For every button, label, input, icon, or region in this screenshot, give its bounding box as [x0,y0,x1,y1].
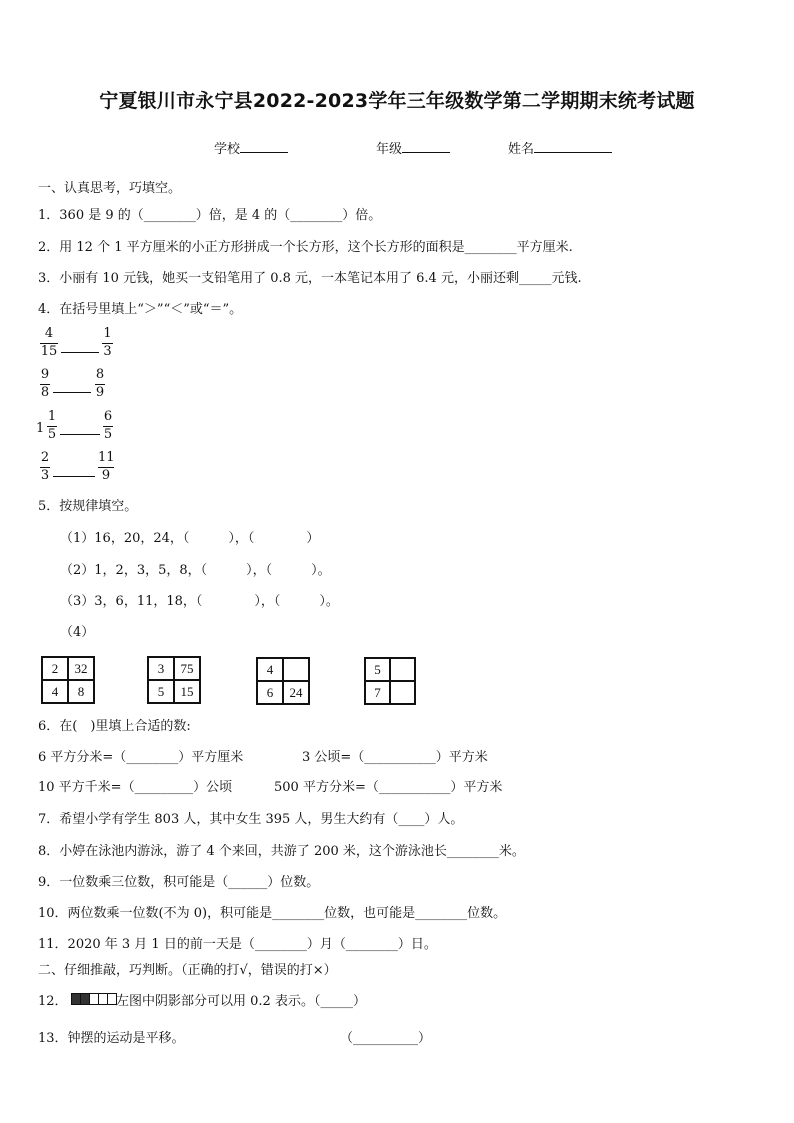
grid-cell: 75 [174,657,200,680]
fraction: 2 3 [40,450,50,483]
grade-label: 年级 [376,142,403,157]
grid-cell: 4 [257,658,283,681]
number-grid [256,657,310,705]
grid-cell-blank[interactable] [283,658,309,681]
fraction: 11 9 [98,450,115,483]
grade-field[interactable] [376,140,450,159]
school-label: 学校 [214,142,241,157]
page-title: 宁夏银川市永宁县2022-2023学年三年级数学第二学期期末统考试题 [99,90,695,112]
question-6-d: 500 平方分米=（___________）平方米 [274,780,503,795]
question-9: 9．一位数乘三位数，积可能是（______）位数。 [38,875,320,890]
question-6-c: 10 平方千米=（_________）公顷 [38,780,233,795]
question-5-part-1: （1）16，20，24，（ ），（ ） [60,531,320,546]
grid-cell: 3 [148,657,174,680]
question-5-part-4: （4） [60,625,95,640]
fraction: 4 15 [40,326,58,359]
answer-blank[interactable] [53,476,95,477]
answer-blank[interactable] [61,352,99,353]
question-10: 10．两位数乘一位数(不为 0)，积可能是________位数，也可能是________位数。 [38,906,507,921]
fraction: 1 3 [103,326,112,359]
grid-cell: 15 [174,680,200,703]
strip-cell-shaded [81,994,90,1004]
question-13: 13．钟摆的运动是平移。 [38,1031,185,1046]
strip-cell [108,994,116,1004]
fraction: 9 8 [40,367,50,400]
strip-cell [99,994,108,1004]
fraction: 8 9 [95,367,105,400]
question-13-answer-blank[interactable]: （__________） [340,1031,432,1046]
question-6: 6．在( )里填上合适的数: [38,719,191,734]
question-8: 8．小婷在泳池内游泳，游了 4 个来回，共游了 200 米，这个游泳池长________米。 [38,844,525,859]
strip-cell-shaded [72,994,81,1004]
question-12-number: 12． [38,994,68,1009]
section-2-heading: 二、仔细推敲，巧判断。（正确的打√，错误的打×） [38,963,337,978]
number-grid [147,656,201,704]
school-blank[interactable] [240,140,288,153]
grid-cell: 6 [257,681,283,704]
question-5-part-3: （3）3，6，11，18，（ ），（ ）。 [60,594,339,609]
question-5: 5．按规律填空。 [38,499,138,514]
question-1: 1．360 是 9 的（________）倍，是 4 的（________）倍。 [38,208,382,223]
grid-cell: 8 [68,680,94,703]
answer-blank[interactable] [60,434,100,435]
question-12-text: 左图中阴影部分可以用 0.2 表示。（_____） [116,994,366,1009]
question-2: 2．用 12 个 1 平方厘米的小正方形拼成一个长方形，这个长方形的面积是________平方厘米. [38,240,573,255]
fraction: 1 5 [47,409,57,442]
name-blank[interactable] [534,140,612,153]
question-6-a: 6 平方分米=（________）平方厘米 [38,750,244,765]
grade-blank[interactable] [402,140,450,153]
grid-cell: 24 [283,681,309,704]
question-5-part-2: （2）1，2，3，5，8，（ ），（ ）。 [60,563,331,578]
grid-cell: 2 [42,657,68,680]
question-4: 4．在括号里填上“＞”“＜”或“＝”。 [38,302,243,317]
grid-cell-blank[interactable] [390,681,415,704]
section-1-heading: 一、认真思考，巧填空。 [38,181,182,196]
question-3: 3．小丽有 10 元钱，她买一支铅笔用了 0.8 元，一本笔记本用了 6.4 元，小丽还剩_____元钱. [38,271,582,286]
number-grid [41,656,95,704]
number-grid [364,657,416,705]
grid-cell: 7 [365,681,390,704]
question-6-b: 3 公顷=（___________）平方米 [302,750,488,765]
grid-cell: 5 [148,680,174,703]
question-11: 11．2020 年 3 月 1 日的前一天是（________）月（________）日。 [38,937,437,952]
shaded-strip-figure [71,993,117,1005]
whole-number: 1 [36,421,45,436]
grid-cell: 32 [68,657,94,680]
question-7: 7．希望小学有学生 803 人，其中女生 395 人，男生大约有（____）人。 [38,812,464,827]
strip-cell [90,994,99,1004]
grid-cell: 5 [365,658,390,681]
grid-cell: 4 [42,680,68,703]
fraction: 6 5 [103,409,113,442]
grid-cell-blank[interactable] [390,658,415,681]
name-field[interactable] [508,140,612,159]
name-label: 姓名 [508,142,535,157]
school-field[interactable] [214,140,288,159]
answer-blank[interactable] [53,392,91,393]
